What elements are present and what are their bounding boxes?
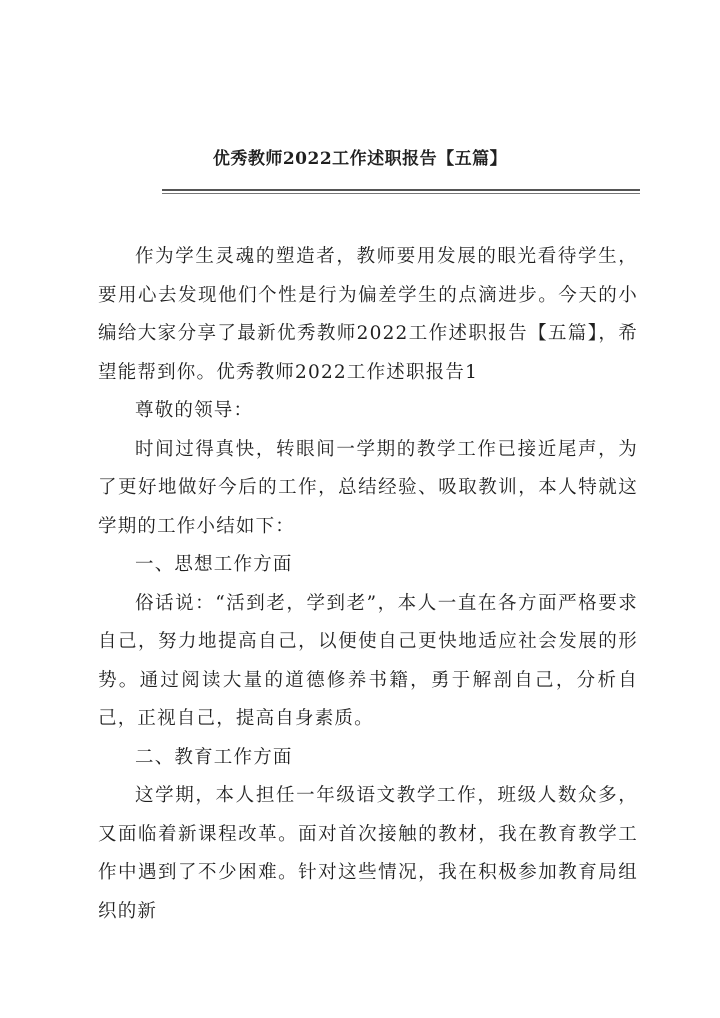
opening-paragraph: 时间过得真快，转眼间一学期的教学工作已接近尾声，为了更好地做好今后的工作，总结经验、吸取教训，本人特就这学期的工作小结如下： — [98, 438, 638, 537]
section-heading-ideology: 一、思想工作方面 — [135, 554, 293, 575]
title-divider-thin — [162, 193, 640, 194]
education-paragraph: 这学期，本人担任一年级语文教学工作，班级人数众多，又面临着新课程改革。面对首次接触的教材，我在教育教学工作中遇到了不少困难。针对这些情况，我在积极参加教育局组织的新 — [98, 785, 638, 922]
document-body — [98, 238, 638, 931]
section-heading-education: 二、教育工作方面 — [135, 746, 293, 768]
document-title: 优秀教师2022工作述职报告【五篇】 — [212, 149, 508, 169]
salutation: 尊敬的领导： — [135, 400, 254, 421]
ideology-paragraph: 俗话说：“活到老，学到老”，本人一直在各方面严格要求自己，努力地提高自己，以便使自己更快地适应社会发展的形势。通过阅读大量的道德修养书籍，勇于解剖自己，分析自己，正视自己，提高自身素质。 — [98, 592, 638, 729]
intro-paragraph: 作为学生灵魂的塑造者，教师要用发展的眼光看待学生，要用心去发现他们个性是行为偏差学生的点滴进步。今天的小编给大家分享了最新优秀教师2022工作述职报告【五篇】，希望能帮到你。优秀教师2022工作述职报告1 — [98, 246, 638, 383]
title-divider — [162, 189, 640, 191]
